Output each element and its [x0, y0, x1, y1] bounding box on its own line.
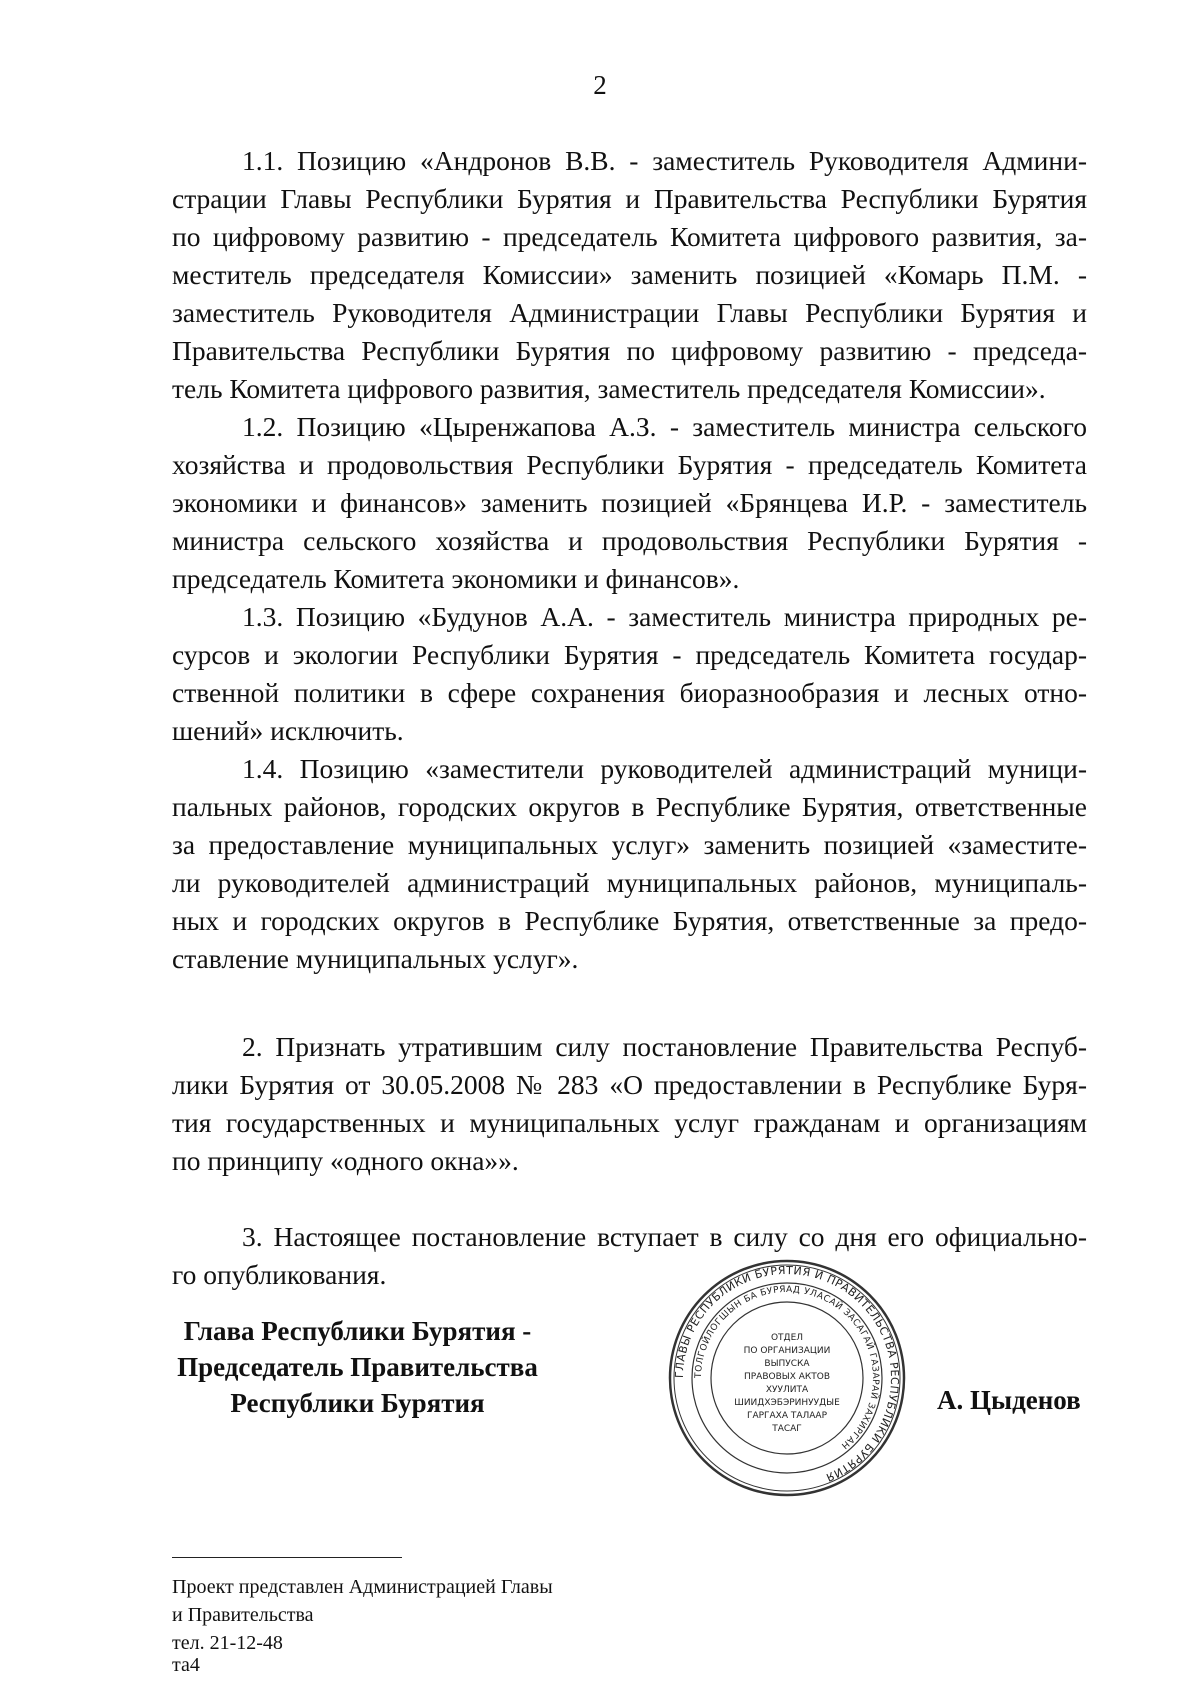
seal-center-line: ПО ОРГАНИЗАЦИИ [743, 1346, 831, 1356]
seal-center-line: ГАРГАХА ТАЛААР [746, 1411, 828, 1421]
footnote-line: тел. 21-12-48 [172, 1632, 283, 1654]
text-line: го опубликования. [172, 1259, 387, 1290]
text-line: 2. Признать утратившим силу постановление Правительства Респуб- [242, 1031, 1087, 1062]
text-line: за предоставление муниципальных услуг» заменить позицией «заместите- [172, 829, 1087, 860]
paragraph-3 [172, 1218, 1087, 1294]
page-number: 2 [593, 70, 607, 100]
text-line: по принципу «одного окна»». [172, 1145, 519, 1176]
text-line: ственной политики в сфере сохранения биоразнообразия и лесных отно- [172, 677, 1087, 708]
text-line: председатель Комитета экономики и финансов». [172, 563, 740, 594]
text-line: 1.3. Позицию «Будунов А.А. - заместитель министра природных ре- [242, 601, 1087, 632]
footnote-divider [172, 1557, 402, 1558]
text-line: тия государственных и муниципальных услуг гражданам и организациям [172, 1107, 1087, 1138]
footnote-line: Проект представлен Администрацией Главы [172, 1576, 553, 1598]
seal-outer-ring-text: ГЛАВЫ РЕСПУБЛИКИ БУРЯТИЯ И ПРАВИТЕЛЬСТВА РЕСПУБЛИКИ БУРЯТИЯ [672, 1263, 902, 1485]
paragraph-1-4 [172, 750, 1087, 978]
paragraph-1-3 [172, 598, 1087, 750]
text-line: сурсов и экологии Республики Бурятия - председатель Комитета государ- [172, 639, 1087, 670]
text-line: 1.4. Позицию «заместители руководителей администраций муници- [242, 753, 1087, 784]
text-line: страции Главы Республики Бурятия и Правительства Республики Бурятия [172, 183, 1087, 214]
text-line: заместитель Руководителя Администрации Главы Республики Бурятия и [172, 297, 1087, 328]
text-line: ли руководителей администраций муниципальных районов, муниципаль- [172, 867, 1087, 898]
paragraph-1-1 [172, 142, 1087, 408]
text-line: шений» исключить. [172, 715, 404, 746]
seal-center-line: ШИИДХЭБЭРИНУУДЫЕ [734, 1398, 840, 1408]
text-line: лики Бурятия от 30.05.2008 № 283 «О предоставлении в Республике Буря- [172, 1069, 1087, 1100]
text-line: ных и городских округов в Республике Бурятия, ответственные за предо- [172, 905, 1087, 936]
document-code: та4 [172, 1654, 200, 1676]
signature-title-line: Глава Республики Бурятия - [183, 1316, 532, 1346]
text-line: экономики и финансов» заменить позицией «Брянцева И.Р. - заместитель [172, 487, 1087, 518]
signature-title-line: Республики Бурятия [230, 1388, 485, 1418]
seal-center-line: ПРАВОВЫХ АКТОВ [743, 1372, 831, 1382]
text-line: 1.1. Позицию «Андронов В.В. - заместитель Руководителя Админи- [242, 145, 1087, 176]
signature-title [160, 1313, 555, 1421]
seal-center-line: ВЫПУСКА [764, 1359, 810, 1369]
text-line: 1.2. Позицию «Цыренжапова А.З. - заместитель министра сельского [242, 411, 1087, 442]
seal-center-line: ТАСАГ [772, 1424, 802, 1434]
text-line: 3. Настоящее постановление вступает в силу со дня его официально- [242, 1221, 1087, 1252]
signatory-name: А. Цыденов [937, 1385, 1081, 1415]
signature-title-line: Председатель Правительства [177, 1352, 538, 1382]
official-seal-icon [667, 1258, 907, 1498]
text-line: по цифровому развитию - председатель Комитета цифрового развития, за- [172, 221, 1087, 252]
footnote-line: и Правительства [172, 1604, 314, 1626]
seal-center-line: ХУУЛИТА [765, 1385, 809, 1395]
paragraph-2 [172, 1028, 1087, 1180]
text-line: меститель председателя Комиссии» заменить позицией «Комарь П.М. - [172, 259, 1087, 290]
paragraph-1-2 [172, 408, 1087, 598]
seal-center-line: ОТДЕЛ [770, 1333, 804, 1343]
text-line: ставление муниципальных услуг». [172, 943, 579, 974]
footnote [172, 1573, 553, 1657]
text-line: тель Комитета цифрового развития, заместитель председателя Комиссии». [172, 373, 1046, 404]
text-line: хозяйства и продовольствия Республики Бурятия - председатель Комитета [172, 449, 1087, 480]
seal-inner-ring-text: ТОЛГОЙЛОГШЫН БА БУРЯАД УЛАСАЙ ЗАСАГАЙ ГАЗАРАЙ ЗАХИРГАН [693, 1284, 881, 1451]
text-line: министра сельского хозяйства и продовольствия Республики Бурятия - [172, 525, 1087, 556]
text-line: пальных районов, городских округов в Республике Бурятия, ответственные [172, 791, 1087, 822]
text-line: Правительства Республики Бурятия по цифровому развитию - председа- [172, 335, 1087, 366]
